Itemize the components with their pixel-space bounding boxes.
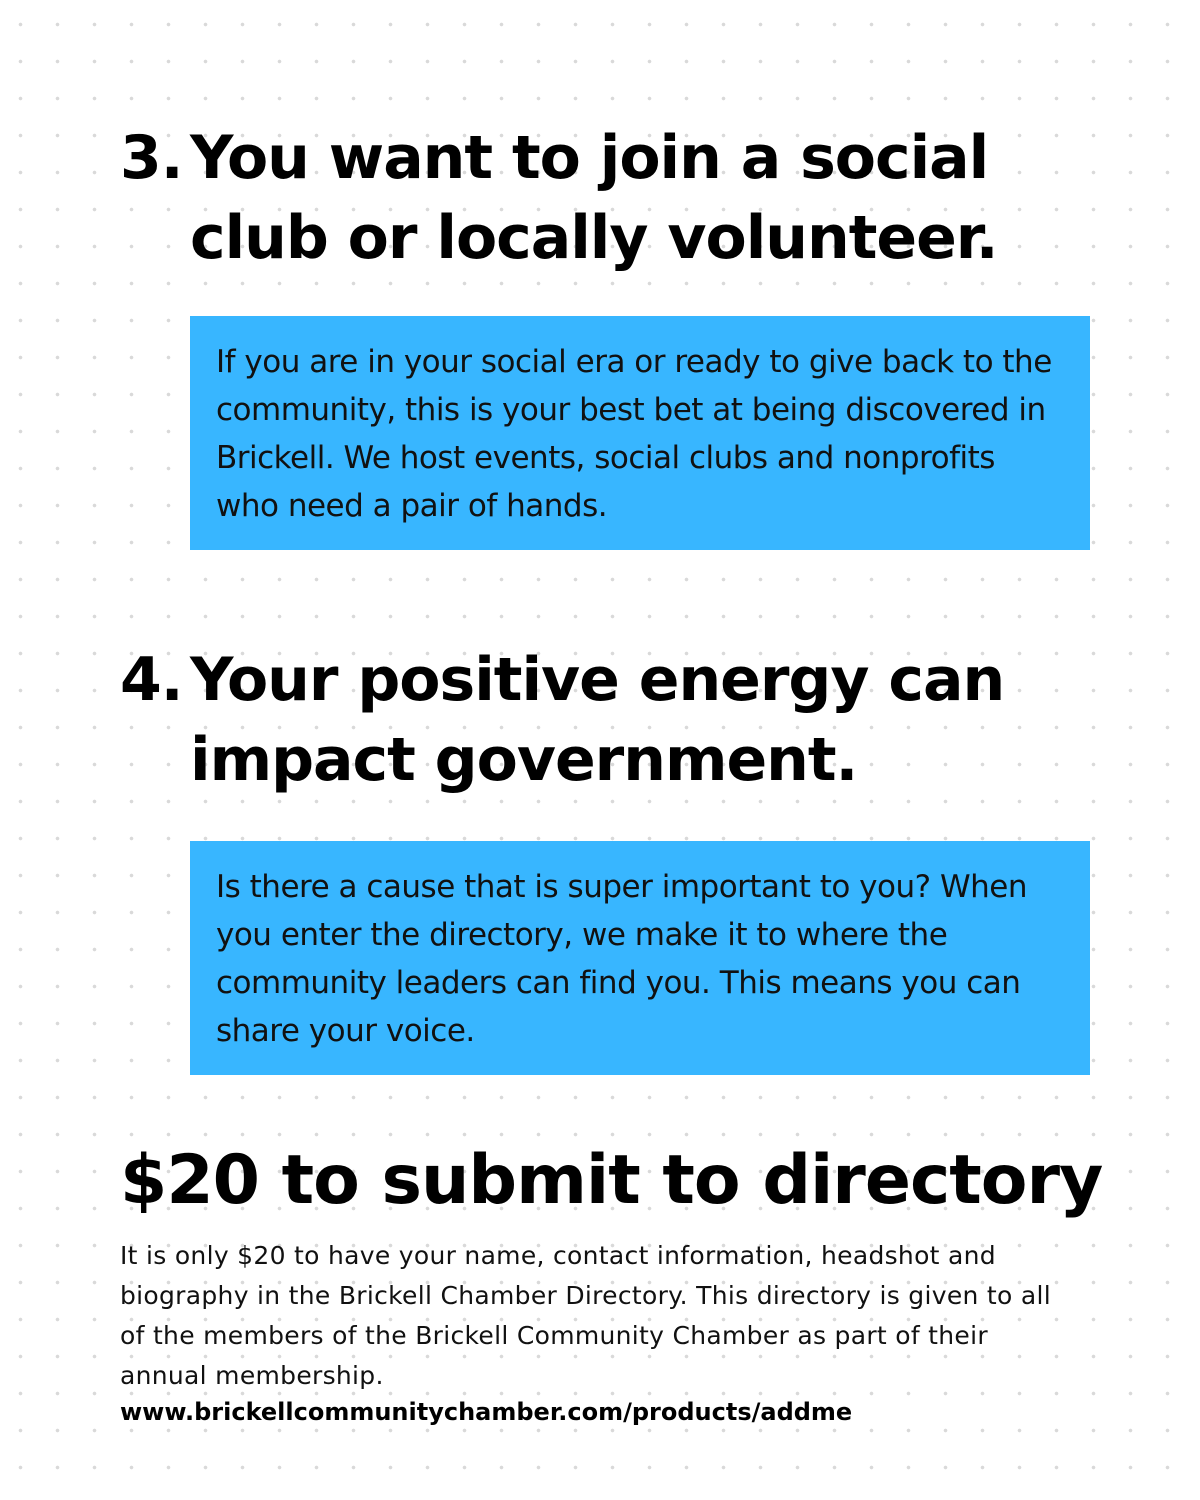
section-3-body: If you are in your social era or ready to give back to the community, this is your best bet at being discovered in Brickell. We host events, social clubs and nonprofits who need a pair of hands. bbox=[216, 344, 1052, 524]
section-4-number: 4. bbox=[120, 645, 183, 715]
section-3-callout bbox=[190, 316, 1090, 550]
section-3-title: You want to join a social club or locally volunteer. bbox=[190, 123, 998, 273]
section-3-number: 3. bbox=[120, 123, 183, 193]
section-4-title: Your positive energy can impact government. bbox=[190, 645, 1005, 795]
pricing-title: $20 to submit to directory bbox=[120, 1141, 1103, 1220]
section-4-heading bbox=[120, 640, 1100, 800]
section-3-heading bbox=[120, 118, 1100, 278]
section-4-body: Is there a cause that is super important to you? When you enter the directory, we make it to where the community leaders can find you. This means you can share your voice. bbox=[216, 869, 1027, 1049]
section-4-callout bbox=[190, 841, 1090, 1075]
pricing-description: It is only $20 to have your name, contact information, headshot and biography in the Brickell Chamber Directory. This directory is given to all of the members of the Brickell Community Chamber as part of their annual membership. bbox=[120, 1241, 1051, 1390]
directory-link[interactable]: www.brickellcommunitychamber.com/products/addme bbox=[120, 1398, 853, 1426]
